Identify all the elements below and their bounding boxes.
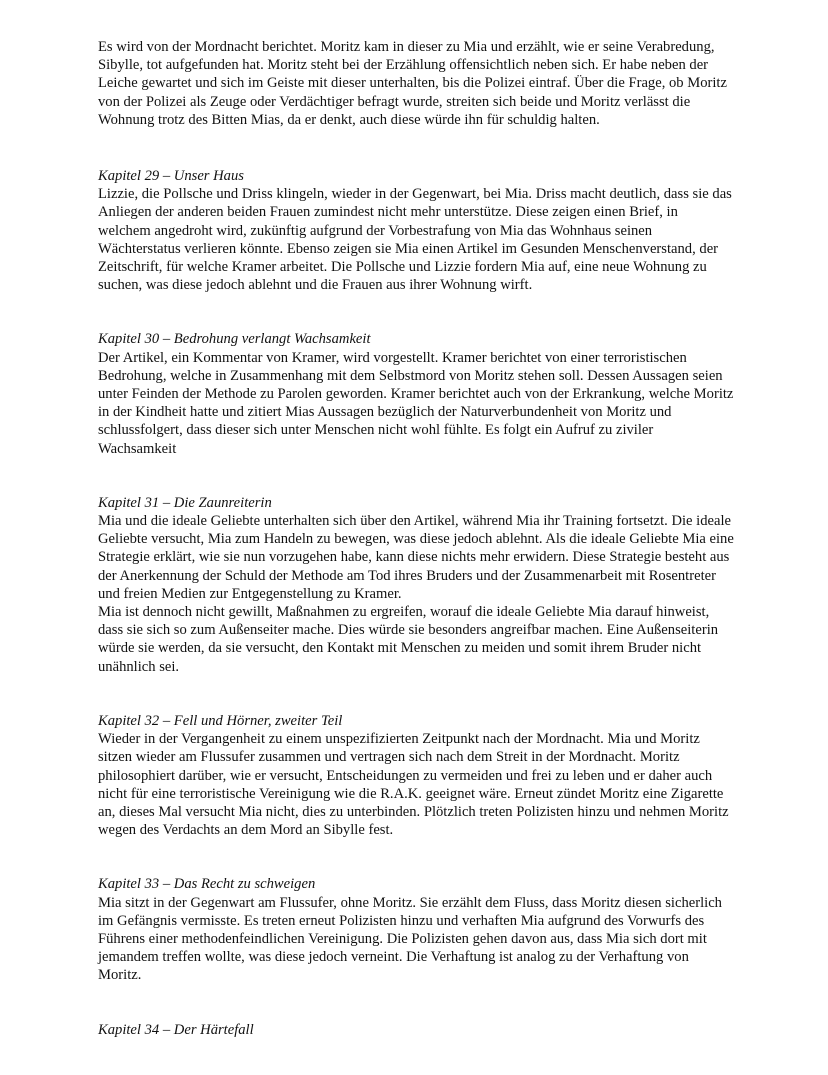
- chapter-34: [98, 1021, 734, 1039]
- chapter-paragraph: Lizzie, die Pollsche und Driss klingeln, wieder in der Gegenwart, bei Mia. Driss macht deutlich, dass sie das Anliegen der anderen beiden Frauen zumindest nicht mehr unterstütze. Diese zeigen einen Brief, in welchem angedroht wird, zukünftig aufgrund der Vorbestrafung von Mia das Wohnhaus seinen Wächterstatus verlieren könnte. Ebenso zeigen sie Mia einen Artikel im Gesunden Menschenverstand, der Zeitschrift, für welche Kramer arbeitet. Die Pollsche und Lizzie fordern Mia auf, eine neue Wohnung zu suchen, was diese jedoch ablehnt und die Frauen aus ihrer Wohnung wirft.: [98, 186, 732, 294]
- intro-paragraph: Es wird von der Mordnacht berichtet. Moritz kam in dieser zu Mia und erzählt, wie er seine Verabredung, Sibylle, tot aufgefunden hat. Moritz steht bei der Erzählung offensichtlich neben sich. Er habe neben der Leiche gewartet und sich im Geiste mit dieser unterhalten, bis die Polizei eintraf. Über die Frage, ob Moritz von der Polizei als Zeuge oder Verdächtiger befragt wurde, streiten sich beide und Moritz verlässt die Wohnung trotz des Bitten Mias, da er denkt, auch diese würde ihn für schuldig halten.: [98, 39, 727, 128]
- chapter-paragraph: Mia sitzt in der Gegenwart am Flussufer, ohne Moritz. Sie erzählt dem Fluss, dass Moritz diesen sicherlich im Gefängnis vermisste. Es treten erneut Polizisten hinzu und verhaften Mia aufgrund des Vorwurfs des Führens einer methodenfeindlichen Vereinigung. Die Polizisten gehen davon aus, dass Mia sich dort mit jemandem treffen wollte, was diese jedoch verneint. Die Verhaftung ist analog zu der Verhaftung von Moritz.: [98, 894, 722, 984]
- chapter-title: Kapitel 30 – Bedrohung verlangt Wachsamkeit: [98, 331, 371, 348]
- chapter-33: [98, 875, 734, 984]
- chapter-paragraph: Mia und die ideale Geliebte unterhalten sich über den Artikel, während Mia ihr Training fortsetzt. Die ideale Geliebte versucht, Mia zum Handeln zu bewegen, was diese jedoch ablehnt. Als die ideale Geliebte Mia eine Strategie erklärt, wie sie nun vorzugehen habe, kann diese nichts mehr erwidern. Diese Strategie besteht aus der Anerkennung der Schuld der Methode am Tod ihres Bruders und der Zusammenarbeit mit Rosentreter und freien Medien zur Entgegenstellung zu Kramer.: [98, 513, 734, 602]
- chapter-title: Kapitel 33 – Das Recht zu schweigen: [98, 876, 316, 893]
- chapter-paragraph: Wieder in der Vergangenheit zu einem unspezifizierten Zeitpunkt nach der Mordnacht. Mia und Moritz sitzen wieder am Flussufer zusammen und vertragen sich nach dem Streit in der Mordnacht. Moritz philosophiert darüber, wie er versucht, Entscheidungen zu vermeiden und frei zu leben und er daher auch nicht für eine terroristische Vereinigung wie die R.A.K. geeignet wäre. Erneut zündet Moritz eine Zigarette an, dieses Mal versucht Mia nicht, dies zu unterbinden. Plötzlich treten Polizisten hinzu und nehmen Moritz wegen des Verdachts an dem Mord an Sibylle fest.: [98, 731, 729, 839]
- chapter-title: Kapitel 34 – Der Härtefall: [98, 1021, 254, 1038]
- chapter-title: Kapitel 29 – Unser Haus: [98, 168, 244, 185]
- intro-section: [98, 38, 734, 129]
- chapter-30: [98, 330, 734, 457]
- chapter-title: Kapitel 32 – Fell und Hörner, zweiter Teil: [98, 712, 343, 729]
- chapter-paragraph: Der Artikel, ein Kommentar von Kramer, wird vorgestellt. Kramer berichtet von einer terroristischen Bedrohung, welche in Zusammenhang mit dem Selbstmord von Moritz stehen soll. Dessen Aussagen seien unter Feinden der Methode zu Parolen geworden. Kramer berichtet auch von der Erkrankung, welche Moritz in der Kindheit hatte und zitiert Mias Aussagen bezüglich der Naturverbundenheit von Moritz und schlussfolgert, dass dieser sich unter Menschen nicht wohl fühlte. Es folgt ein Aufruf zu ziviler Wachsamkeit: [98, 349, 734, 457]
- chapter-paragraph: Mia ist dennoch nicht gewillt, Maßnahmen zu ergreifen, worauf die ideale Geliebte Mia darauf hinweist, dass sie sich so zum Außenseiter mache. Dies würde sie besonders angreifbar machen. Eine Außenseiterin würde sie werden, da sie versucht, den Kontakt mit Menschen zu meiden und somit ihrem Bruder nicht unähnlich sei.: [98, 604, 719, 675]
- chapter-29: [98, 167, 734, 294]
- document-page: [98, 38, 734, 1075]
- chapter-32: [98, 712, 734, 839]
- chapter-31: [98, 494, 734, 676]
- chapter-title: Kapitel 31 – Die Zaunreiterin: [98, 494, 272, 511]
